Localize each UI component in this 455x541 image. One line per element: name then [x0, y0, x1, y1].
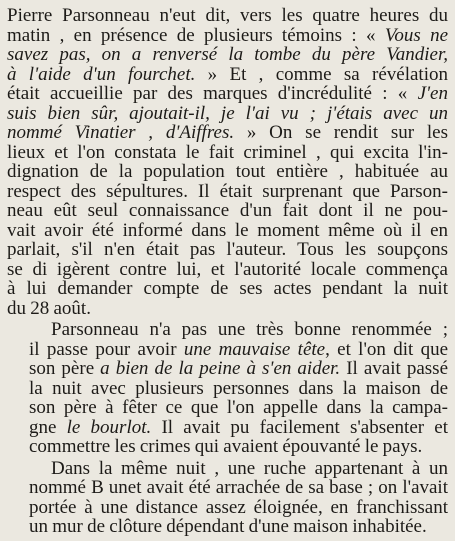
text-segment: Dans la même nuit , une ruche appartenant à un [51, 458, 448, 478]
italic-text: une mauvaise tête [183, 339, 326, 359]
text-line [7, 84, 448, 104]
text-line [7, 299, 448, 319]
text-segment: gne [29, 417, 67, 437]
text-line [7, 104, 448, 124]
italic-text: savez pas, on a renversé la tombe du père Vandier, [7, 45, 448, 65]
article-paragraph [7, 459, 448, 537]
text-line [7, 517, 448, 537]
text-line [7, 182, 448, 202]
italic-text: le bourlot. [66, 417, 152, 437]
article-paragraph [7, 6, 448, 318]
text-line [7, 398, 448, 418]
text-segment: » On se rendit sur les [234, 123, 448, 143]
text-segment: commettre les crimes qui avaient épouvanté le pays. [29, 437, 423, 457]
text-segment: neau eût seul connaissance d'un fait dont il ne pou- [7, 201, 448, 221]
text-segment: matin , en présence de plusieurs témoins : « [7, 25, 385, 45]
text-line [7, 340, 448, 360]
text-line [7, 498, 448, 518]
text-line [7, 65, 448, 85]
italic-text: à l'aide d'un fourchet. [7, 64, 196, 84]
italic-text: nommé Vinatier , d'Aiffres. [7, 123, 235, 143]
article-paragraph [7, 320, 448, 457]
italic-text: J'en [417, 84, 448, 104]
text-segment: était accueillie par des marques d'incrédulité : « [7, 84, 418, 104]
text-line [7, 26, 448, 46]
text-line [7, 279, 448, 299]
text-segment: à lui demander compte de ses actes pendant la nuit [7, 279, 448, 299]
text-line [7, 418, 448, 438]
text-segment: se di igèrent contre lui, et l'autorité locale commença [7, 259, 448, 279]
italic-text: suis bien sûr, ajoutait-il, je l'ai vu ; j'étais avec un [7, 103, 448, 123]
text-line [7, 359, 448, 379]
text-line [7, 379, 448, 399]
text-segment: un mur de clôture dépendant d'une maison inhabitée. [29, 517, 427, 537]
text-segment: son père à fêter ce que l'on appelle dans la campa- [29, 398, 448, 418]
text-line [7, 123, 448, 143]
text-segment: parlait, s'il n'en était pas l'auteur. Tous les soupçons [7, 240, 448, 260]
text-line [7, 221, 448, 241]
text-segment: son père [29, 359, 101, 379]
text-line [7, 143, 448, 163]
text-segment: nommé B unet avait été arrachée de sa base ; on l'avait [29, 478, 448, 498]
text-line [7, 162, 448, 182]
text-segment: Il avait passé [340, 359, 448, 379]
text-line [7, 478, 448, 498]
text-line [7, 459, 448, 479]
text-line [7, 6, 448, 26]
text-segment: Il avait pu facilement s'absenter et [151, 417, 448, 437]
text-segment: vait avoir été informé dans le moment même où il en [7, 220, 448, 240]
text-segment: lieux et l'on constata le fait criminel , qui excita l'in- [7, 142, 448, 162]
text-segment: la nuit avec plusieurs personnes dans la maison de [29, 378, 448, 398]
text-segment: Pierre Parsonneau n'eut dit, vers les quatre heures du [7, 6, 448, 26]
text-segment: il passe pour avoir [29, 339, 184, 359]
text-segment: » Et , comme sa révélation [195, 64, 448, 84]
article-body [7, 6, 448, 537]
text-line [7, 437, 448, 457]
text-segment: respect des sépultures. Il était surprenant que Parson- [7, 181, 448, 201]
text-segment: , et l'on dit que [325, 339, 448, 359]
text-line [7, 201, 448, 221]
text-segment: du 28 août. [7, 298, 91, 318]
text-segment: Parsonneau n'a pas une très bonne renommée ; [51, 320, 448, 340]
italic-text: a bien de la peine à s'en aider. [100, 359, 341, 379]
text-line [7, 45, 448, 65]
text-line [7, 260, 448, 280]
text-segment: dignation de la population tout entière , habituée au [7, 162, 448, 182]
text-segment: portée à une distance assez éloignée, en franchissant [29, 497, 448, 517]
italic-text: Vous ne [384, 25, 448, 45]
text-line [7, 240, 448, 260]
text-line [7, 320, 448, 340]
